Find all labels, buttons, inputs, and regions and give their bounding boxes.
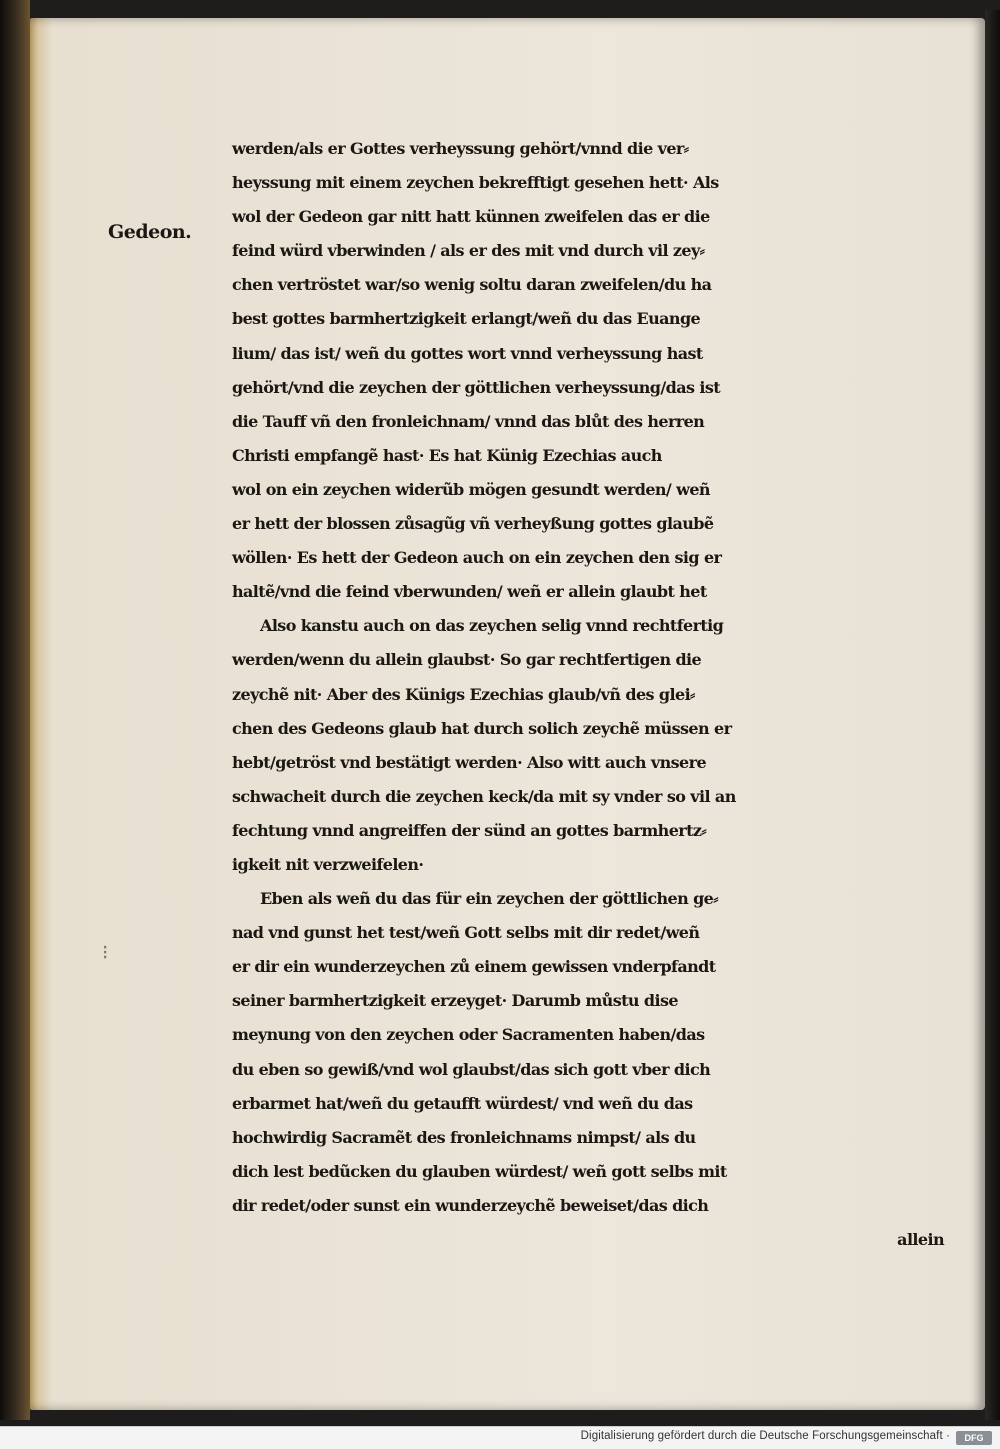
- footer-bar: [0, 1426, 1000, 1449]
- text-line: erbarmet hat/weñ du getaufft würdest/ vnd weñ du das: [232, 1093, 693, 1113]
- text-line: wöllen· Es hett der Gedeon auch on ein zeychen den sig er: [232, 548, 722, 568]
- text-line: schwacheit durch die zeychen keck/da mit sy vnder so vil an: [232, 786, 736, 806]
- text-line: dich lest bedũcken du glauben würdest/ weñ gott selbs mit: [232, 1161, 727, 1181]
- book-spine-edge: [0, 0, 30, 1420]
- funding-credit: Digitalisierung gefördert durch die Deutsche Forschungsgemeinschaft ·: [580, 1430, 950, 1442]
- text-line: best gottes barmhertzigkeit erlangt/weñ du das Euange: [232, 309, 701, 329]
- text-line: Also kanstu auch on das zeychen selig vnnd rechtfertig: [260, 616, 724, 636]
- text-line: hebt/getröst vnd bestätigt werden· Also witt auch vnsere: [232, 752, 707, 772]
- text-line: hochwirdig Sacramẽt des fronleichnams nimpst/ als du: [232, 1127, 696, 1147]
- page-right-shadow: [985, 10, 1000, 1420]
- text-line: dir redet/oder sunst ein wunderzeychẽ beweiset/das dich: [232, 1195, 709, 1215]
- text-line: er hett der blossen zůsagũg vñ verheyßung gottes glaubẽ: [232, 514, 714, 534]
- text-line: werden/wenn du allein glaubst· So gar rechtfertigen die: [232, 650, 702, 670]
- text-line: Christi empfangẽ hast· Es hat Künig Ezechias auch: [232, 445, 662, 465]
- margin-mark: ⁝: [102, 940, 109, 964]
- text-line: igkeit nit verzweifelen·: [232, 854, 424, 874]
- body-text: [232, 132, 952, 1257]
- text-line: lium/ das ist/ weñ du gottes wort vnnd verheyssung hast: [232, 343, 703, 363]
- margin-note: Gedeon.: [108, 221, 192, 243]
- text-line: meynung von den zeychen oder Sacramenten haben/das: [232, 1025, 705, 1045]
- text-line: heyssung mit einem zeychen bekrefftigt gesehen hett· Als: [232, 173, 719, 193]
- text-line: die Tauff vñ den fronleichnam/ vnnd das blůt des herren: [232, 411, 705, 431]
- text-line: wol der Gedeon gar nitt hatt künnen zweifelen das er die: [232, 207, 710, 227]
- text-line: nad vnd gunst het test/weñ Gott selbs mit dir redet/weñ: [232, 923, 700, 943]
- catchword: allein: [897, 1230, 944, 1249]
- text-line: gehört/vnd die zeychen der göttlichen verheyssung/das ist: [232, 377, 721, 397]
- text-line: chen des Gedeons glaub hat durch solich zeychẽ müssen er: [232, 718, 732, 738]
- text-line: du eben so gewiß/vnd wol glaubst/das sich gott vber dich: [232, 1059, 711, 1079]
- text-line: seiner barmhertzigkeit erzeyget· Darumb můstu dise: [232, 991, 678, 1011]
- text-line: feind würd vberwinden / als er des mit vnd durch vil zey⸗: [232, 241, 705, 261]
- text-line: wol on ein zeychen widerũb mögen gesundt werden/ weñ: [232, 479, 710, 499]
- text-line: Eben als weñ du das für ein zeychen der göttlichen ge⸗: [260, 889, 718, 909]
- text-line: er dir ein wunderzeychen zů einem gewissen vnderpfandt: [232, 957, 716, 977]
- text-line: zeychẽ nit· Aber des Künigs Ezechias glaub/vñ des glei⸗: [232, 684, 695, 704]
- text-line: werden/als er Gottes verheyssung gehört/vnnd die ver⸗: [232, 139, 689, 158]
- text-line: fechtung vnnd angreiffen der sünd an gottes barmhertz⸗: [232, 820, 707, 840]
- text-line: haltẽ/vnd die feind vberwunden/ weñ er allein glaubt het: [232, 582, 707, 602]
- dfg-logo-icon: DFG: [956, 1431, 992, 1445]
- text-line: chen vertröstet war/so wenig soltu daran zweifelen/du ha: [232, 275, 712, 295]
